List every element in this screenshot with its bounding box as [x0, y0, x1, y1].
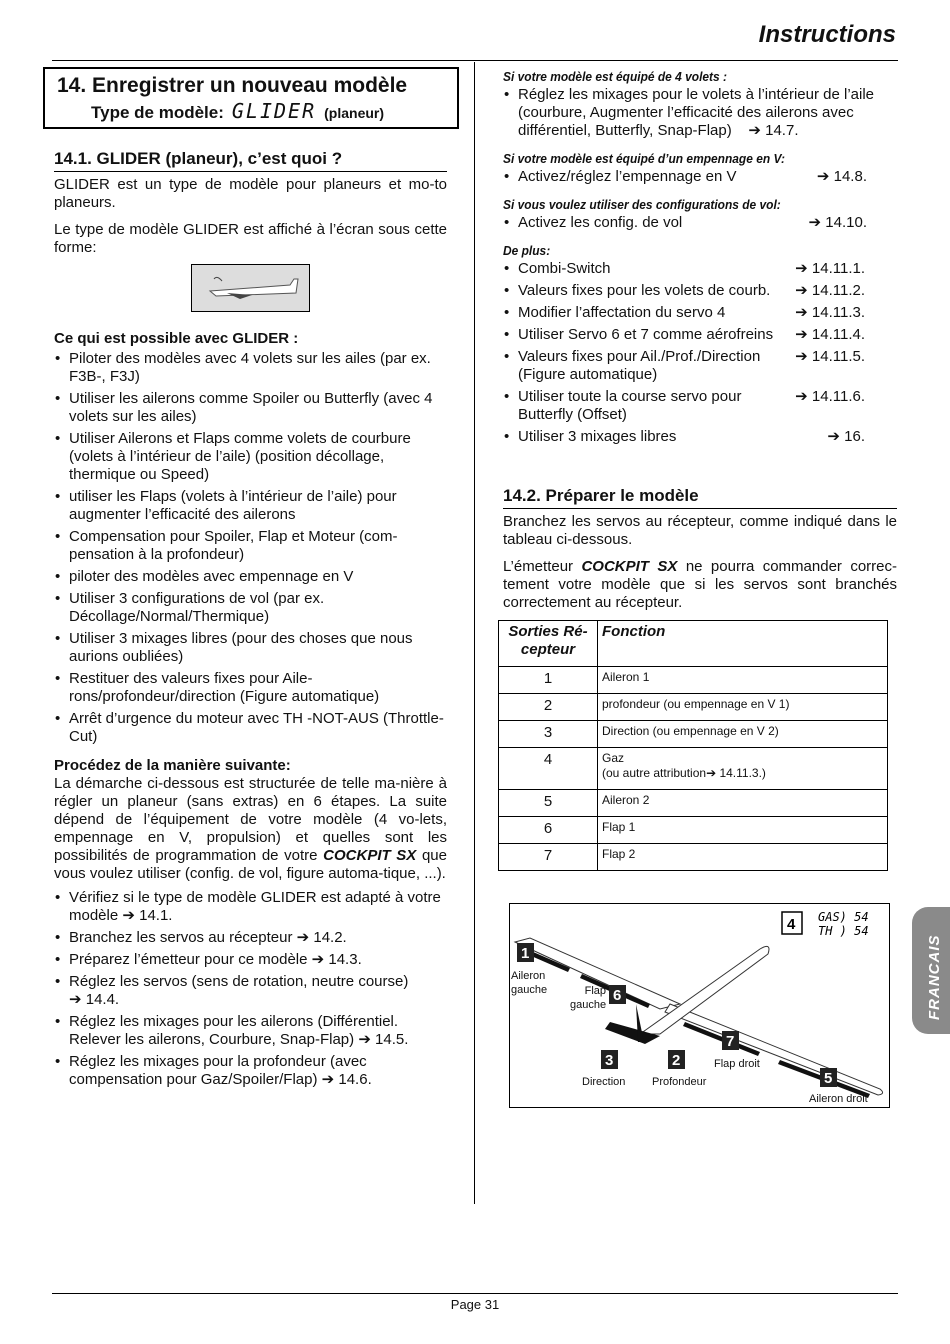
possible-list [54, 350, 447, 746]
heading-empennage-v: Si votre modèle est équipé d’un empennage en V: [503, 151, 786, 166]
plus-text: Utiliser Servo 6 et 7 comme aérofreins [518, 326, 774, 343]
table-cell-output: 2 [499, 694, 598, 721]
list-item [503, 86, 897, 140]
plus-ref: • ➔ 14.11.1. [795, 260, 865, 277]
plus-text: Combi-Switch [518, 260, 611, 277]
label-aileron-droit: Aileron droit [809, 1093, 868, 1105]
badge-6 [609, 985, 626, 1004]
heading-de-plus: De plus: [503, 243, 551, 258]
chapter-title: 14. Enregistrer un nouveau modèle [57, 74, 408, 97]
label-flap-droit: Flap droit [714, 1058, 760, 1070]
plus-ref: • ➔ 14.11.3. [795, 304, 865, 321]
step-text: Vérifiez si le type de modèle GLIDER est adapté à votre modèle [69, 889, 441, 924]
step-text: Réglez les servos (sens de rotation, neutre course) [69, 973, 409, 990]
item-ref: ➔ 14.7. [748, 122, 799, 139]
procedure-text-b: que vous voulez utiliser (config. de vol, figure automa-tique, ...). [54, 847, 447, 882]
label-flap-gauche: Flap gauche [570, 985, 607, 1011]
step-ref: ➔ 14.1. [122, 907, 173, 924]
plus-ref: • ➔ 16. [827, 428, 865, 445]
step-text: Réglez les mixages pour les ailerons (Différentiel. Relever les ailerons, Courbure, Snap-Flap) [69, 1013, 399, 1048]
step-text: Branchez les servos au récepteur [69, 929, 293, 946]
possible-item: • Compensation pour Spoiler, Flap et Moteur (com-pensation à la profondeur) [54, 528, 447, 564]
function-text: Flap 2 [602, 847, 636, 861]
list-4-volets [503, 86, 897, 140]
table-cell-function [598, 817, 888, 844]
svg-text:2: 2 [672, 1052, 681, 1069]
label-aileron-gauche: Aileron gauche [511, 970, 548, 996]
section-14-1-p2: Le type de modèle GLIDER est affiché à l’écran sous cette forme: [54, 221, 447, 256]
language-side-tab [912, 907, 950, 1034]
step-item [54, 951, 447, 969]
plus-item [503, 428, 897, 446]
svg-text:1: 1 [521, 945, 530, 962]
table-cell-function [598, 667, 888, 694]
section-14-1-p1: GLIDER est un type de modèle pour planeurs et mo-to planeurs. [54, 176, 447, 211]
table-cell-function [598, 694, 888, 721]
possible-item: • piloter des modèles avec empennage en V [54, 568, 447, 586]
section-14-2-p2a: L’émetteur [503, 558, 574, 575]
badge-3 [601, 1050, 618, 1069]
procedure-text [54, 775, 447, 883]
model-type-label: Type de modèle: [91, 103, 224, 122]
label-profondeur: Profondeur [652, 1076, 707, 1088]
section-14-2-p2 [503, 558, 897, 612]
item-ref: ➔ 14.10. [808, 214, 867, 231]
table-row [499, 790, 888, 817]
plus-item [503, 388, 897, 424]
table-row [499, 721, 888, 748]
function-text: Aileron 2 [602, 793, 650, 807]
step-text: Préparez l’émetteur pour ce modèle [69, 951, 308, 968]
brand-name: COCKPIT SX [581, 558, 678, 575]
steps-list [54, 889, 447, 1089]
plus-ref: • ➔ 14.11.6. [795, 388, 865, 405]
possible-item: • Utiliser les ailerons comme Spoiler ou Butterfly (avec 4 volets sur les ailes) [54, 390, 447, 426]
plus-text: Valeurs fixes pour Ail./Prof./Direction (Figure automatique) [518, 348, 761, 383]
item-text: Activez/réglez l’empennage en V [518, 168, 737, 185]
table-cell-output: 7 [499, 844, 598, 871]
label-direction: Direction [582, 1076, 626, 1088]
svg-text:5: 5 [824, 1070, 833, 1087]
function-text: Gaz [602, 751, 625, 765]
heading-config-vol: Si vous voulez utiliser des configurations de vol: [503, 197, 781, 212]
plus-item [503, 348, 897, 384]
footer-rule [52, 1293, 898, 1294]
step-item [54, 1053, 447, 1089]
badge-2 [668, 1050, 685, 1069]
possible-item: • Utiliser 3 mixages libres (pour des choses que nous aurions oubliées) [54, 630, 447, 666]
step-ref: ➔ 14.6. [321, 1071, 372, 1088]
model-type-line [91, 101, 384, 123]
list-config-vol [503, 214, 897, 232]
page-header-title: Instructions [758, 21, 896, 48]
plus-text: Valeurs fixes pour les volets de courb. [518, 282, 771, 299]
table-cell-function [598, 790, 888, 817]
item-text: Activez les config. de vol [518, 214, 683, 231]
section-14-1-heading: 14.1. GLIDER (planeur), c’est quoi ? [54, 150, 447, 172]
plus-ref: • ➔ 14.11.5. [795, 348, 865, 365]
heading-4-volets: Si votre modèle est équipé de 4 volets : [503, 69, 727, 84]
svg-text:4: 4 [787, 916, 796, 933]
right-column [503, 68, 897, 450]
plus-item [503, 326, 897, 344]
step-ref: ➔ 14.5. [358, 1031, 409, 1048]
function-text: profondeur (ou empennage en V 1) [602, 697, 790, 711]
plus-item [503, 304, 897, 322]
lcd-th: TH ) 54 [818, 924, 869, 938]
table-row [499, 817, 888, 844]
svg-text:7: 7 [726, 1033, 735, 1050]
table-header-outputs: Sorties Ré-cepteur [499, 621, 598, 667]
table-row [499, 844, 888, 871]
table-header-function: Fonction [598, 621, 888, 667]
table-body [499, 667, 888, 871]
table-cell-function [598, 721, 888, 748]
possible-item: • Arrêt d’urgence du moteur avec TH -NOT-AUS (Throttle-Cut) [54, 710, 447, 746]
function-text: Direction (ou empennage en V 2) [602, 724, 779, 738]
badge-5 [820, 1068, 837, 1087]
servo-outputs-table [498, 620, 888, 871]
table-cell-output: 5 [499, 790, 598, 817]
table-cell-output: 4 [499, 748, 598, 790]
model-type-lcd: GLIDER [231, 99, 317, 123]
badge-4 [782, 912, 802, 934]
badge-7 [722, 1031, 739, 1050]
list-de-plus [503, 260, 897, 446]
list-empennage-v [503, 168, 897, 186]
svg-text:3: 3 [605, 1052, 614, 1069]
function-text-2: (ou autre attribution➔ 14.11.3.) [602, 766, 766, 780]
section-14-2-text [503, 513, 897, 621]
chapter-title-box [43, 67, 459, 129]
column-divider [474, 62, 475, 1204]
model-type-note: (planeur) [324, 105, 385, 121]
plus-text: Modifier l’affectation du servo 4 [518, 304, 726, 321]
plus-item [503, 260, 897, 278]
procedure-heading: Procédez de la manière suivante: [54, 757, 291, 774]
list-item [503, 168, 897, 186]
table-cell-function [598, 748, 888, 790]
section-14-2-p1: Branchez les servos au récepteur, comme indiqué dans le tableau ci-dessous. [503, 513, 897, 548]
left-column-lower [54, 330, 447, 1093]
section-14-2-p2b: ne pourra commander correc-tement votre modèle que si les servos sont branchés correctement au récepteur. [503, 558, 897, 611]
possible-item: • Piloter des modèles avec 4 volets sur les ailes (par ex. F3B-, F3J) [54, 350, 447, 386]
step-item [54, 929, 447, 947]
step-item [54, 889, 447, 925]
lcd-gas: GAS) 54 [818, 910, 869, 924]
step-ref: ➔ 14.2. [296, 929, 347, 946]
section-14-2-heading: 14.2. Préparer le modèle [503, 487, 897, 509]
table-cell-output: 3 [499, 721, 598, 748]
header-rule [52, 60, 898, 61]
table-row [499, 748, 888, 790]
glider-lcd-thumbnail [191, 264, 310, 312]
list-item [503, 214, 897, 232]
item-ref: ➔ 14.8. [816, 168, 867, 185]
item-text: Réglez les mixages pour le volets à l’intérieur de l’aile (courbure, Augmenter l’efficacité des ailerons avec différentiel, Butterfly, Snap-Flap) [518, 86, 875, 139]
possible-heading: Ce qui est possible avec GLIDER : [54, 330, 299, 347]
possible-item: • Utiliser Ailerons et Flaps comme volets de courbure (volets à l’intérieur de l’aile) (position décollage, thermique ou Speed) [54, 430, 447, 484]
possible-item: • Utiliser 3 configurations de vol (par ex. Décollage/Normal/Thermique) [54, 590, 447, 626]
brand-name: COCKPIT SX [323, 847, 417, 864]
plus-text: Utiliser toute la course servo pour Butterfly (Offset) [518, 388, 742, 423]
step-item [54, 973, 447, 1009]
glider-thumbnail-icon [192, 265, 309, 311]
step-ref: ➔ 14.4. [69, 991, 120, 1008]
badge-1 [517, 943, 534, 962]
step-text: Réglez les mixages pour la profondeur (avec compensation pour Gaz/Spoiler/Flap) [69, 1053, 367, 1088]
table-cell-output: 1 [499, 667, 598, 694]
svg-text:6: 6 [613, 987, 622, 1004]
function-text: Flap 1 [602, 820, 636, 834]
step-item [54, 1013, 447, 1049]
language-tab-label: FRANCAIS [926, 934, 943, 1020]
table-row [499, 694, 888, 721]
possible-item: • utiliser les Flaps (volets à l’intérieur de l’aile) pour augmenter l’efficacité des ailerons [54, 488, 447, 524]
glider-servo-diagram [509, 903, 890, 1108]
table-row [499, 667, 888, 694]
function-text: Aileron 1 [602, 670, 650, 684]
procedure-text-a: La démarche ci-dessous est structurée de telle ma-nière à régler un planeur (sans extras) en 6 étapes. La suite dépend de l’équipement de votre modèle (4 vo-lets, empennage en V, propulsion) et quelles sont les possibilités de programmation de votre [54, 775, 447, 864]
step-ref: ➔ 14.3. [311, 951, 362, 968]
plus-ref: • ➔ 14.11.2. [795, 282, 865, 299]
plus-ref: • ➔ 14.11.4. [795, 326, 865, 343]
left-column [54, 176, 447, 266]
plus-item [503, 282, 897, 300]
table-cell-function [598, 844, 888, 871]
possible-item: • Restituer des valeurs fixes pour Aile-rons/profondeur/direction (Figure automatique) [54, 670, 447, 706]
plus-text: Utiliser 3 mixages libres [518, 428, 677, 445]
page-number: Page 31 [450, 1297, 500, 1312]
table-cell-output: 6 [499, 817, 598, 844]
